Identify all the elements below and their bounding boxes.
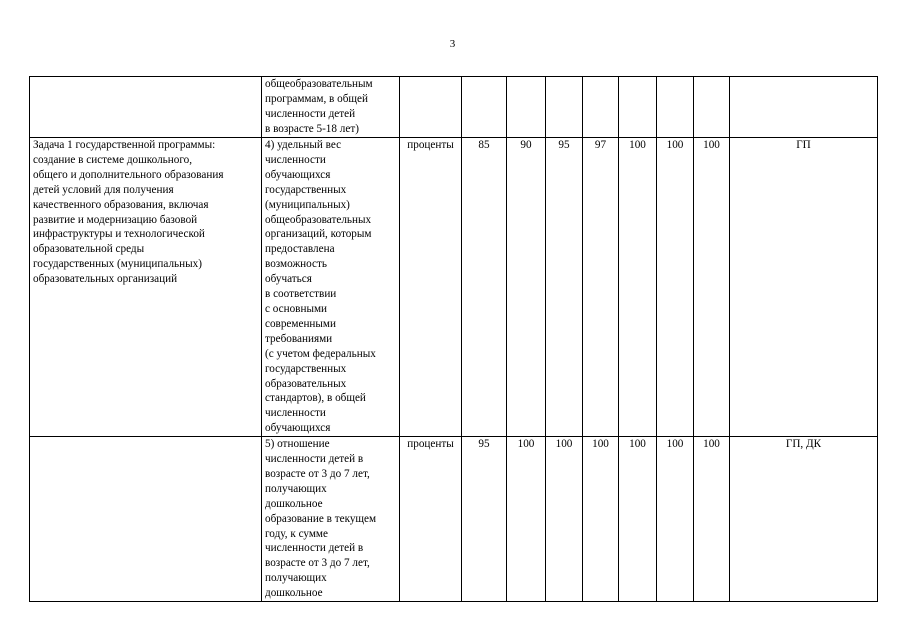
indicators-table: [29, 76, 878, 602]
value-cell: 100: [619, 437, 657, 602]
indicator-cell: общеобразовательным программам, в общей численности детей в возрасте 5-18 лет): [262, 77, 400, 138]
programs-cell: [730, 77, 878, 138]
programs-cell: ГП, ДК: [730, 437, 878, 602]
task-cell: [30, 437, 262, 602]
value-cell: [657, 77, 694, 138]
table-row: [30, 77, 878, 138]
value-cell: 95: [546, 138, 583, 437]
unit-cell: проценты: [400, 138, 462, 437]
value-cell: 85: [462, 138, 507, 437]
unit-cell: [400, 77, 462, 138]
value-cell: [619, 77, 657, 138]
value-cell: [583, 77, 619, 138]
task-cell: [30, 77, 262, 138]
value-cell: [462, 77, 507, 138]
value-cell: [507, 77, 546, 138]
value-cell: 97: [583, 138, 619, 437]
table-row: [30, 138, 878, 437]
value-cell: 95: [462, 437, 507, 602]
value-cell: 100: [694, 437, 730, 602]
value-cell: 100: [583, 437, 619, 602]
indicator-cell: 4) удельный вес численности обучающихся государственных (муниципальных) общеобразовательных организаций, которым предоставлена возможность обучаться в соответствии с основными современными требованиями (с учетом федеральных государственных образовательных стандартов), в общей численности обучающихся: [262, 138, 400, 437]
value-cell: [694, 77, 730, 138]
value-cell: 100: [657, 437, 694, 602]
value-cell: 100: [619, 138, 657, 437]
value-cell: 100: [507, 437, 546, 602]
indicator-cell: 5) отношение численности детей в возрасте от 3 до 7 лет, получающих дошкольное образование в текущем году, к сумме численности детей в возрасте от 3 до 7 лет, получающих дошкольное: [262, 437, 400, 602]
value-cell: [546, 77, 583, 138]
value-cell: 100: [657, 138, 694, 437]
unit-cell: проценты: [400, 437, 462, 602]
value-cell: 100: [546, 437, 583, 602]
programs-cell: ГП: [730, 138, 878, 437]
value-cell: 90: [507, 138, 546, 437]
page-number: 3: [449, 38, 456, 50]
table-row: [30, 437, 878, 602]
task-cell: Задача 1 государственной программы: создание в системе дошкольного, общего и дополнительного образования детей условий для получения качественного образования, включая развитие и модернизацию базовой инфраструктуры и технологической образовательной среды государственных (муниципальных) образовательных организаций: [30, 138, 262, 437]
value-cell: 100: [694, 138, 730, 437]
